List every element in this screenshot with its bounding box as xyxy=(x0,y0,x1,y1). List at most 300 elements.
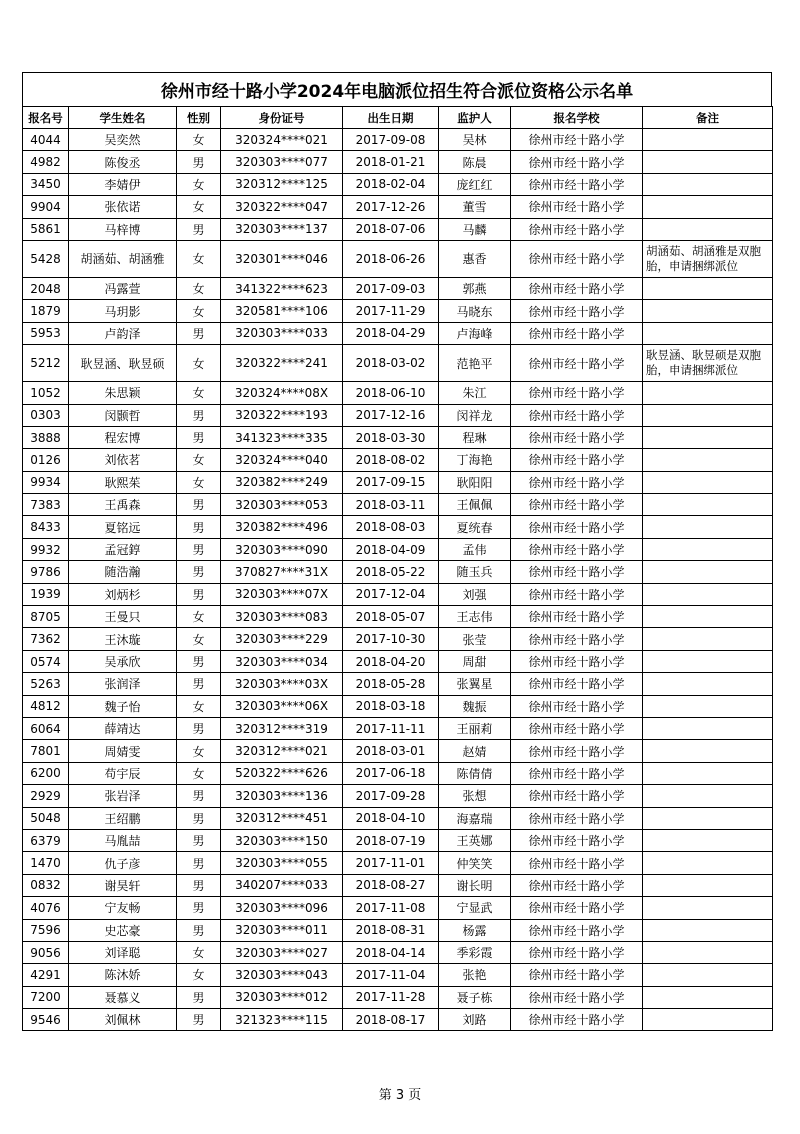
gender-cell: 女 xyxy=(177,964,221,986)
guardian-cell: 仲笑笑 xyxy=(439,852,511,874)
table-row xyxy=(23,650,773,672)
id-number-cell: 520322****626 xyxy=(221,762,343,784)
table-row xyxy=(23,538,773,560)
gender-cell: 男 xyxy=(177,717,221,739)
guardian-cell: 刘强 xyxy=(439,583,511,605)
guardian-cell: 宁显武 xyxy=(439,897,511,919)
school-cell: 徐州市经十路小学 xyxy=(511,173,643,195)
table-row xyxy=(23,762,773,784)
student-name-cell: 魏子怡 xyxy=(69,695,177,717)
header-cell: 性别 xyxy=(177,107,221,129)
school-cell: 徐州市经十路小学 xyxy=(511,919,643,941)
reg-no-cell: 3888 xyxy=(23,426,69,448)
remark-cell xyxy=(643,494,773,516)
remark-cell: 耿昱涵、耿昱硕是双胞胎，申请捆绑派位 xyxy=(643,345,773,382)
student-name-cell: 冯露萱 xyxy=(69,277,177,299)
guardian-cell: 王志伟 xyxy=(439,606,511,628)
guardian-cell: 董雪 xyxy=(439,196,511,218)
gender-cell: 男 xyxy=(177,218,221,240)
id-number-cell: 320303****055 xyxy=(221,852,343,874)
id-number-cell: 320303****043 xyxy=(221,964,343,986)
table-row xyxy=(23,277,773,299)
guardian-cell: 朱江 xyxy=(439,382,511,404)
reg-no-cell: 1052 xyxy=(23,382,69,404)
table-row xyxy=(23,404,773,426)
header-row xyxy=(23,107,773,129)
id-number-cell: 320303****07X xyxy=(221,583,343,605)
guardian-cell: 王佩佩 xyxy=(439,494,511,516)
guardian-cell: 张莹 xyxy=(439,628,511,650)
school-cell: 徐州市经十路小学 xyxy=(511,807,643,829)
table-row xyxy=(23,919,773,941)
school-cell: 徐州市经十路小学 xyxy=(511,538,643,560)
reg-no-cell: 9904 xyxy=(23,196,69,218)
reg-no-cell: 7801 xyxy=(23,740,69,762)
school-cell: 徐州市经十路小学 xyxy=(511,852,643,874)
reg-no-cell: 4076 xyxy=(23,897,69,919)
reg-no-cell: 7200 xyxy=(23,986,69,1008)
remark-cell xyxy=(643,829,773,851)
guardian-cell: 周甜 xyxy=(439,650,511,672)
school-cell: 徐州市经十路小学 xyxy=(511,277,643,299)
roster-sheet xyxy=(22,72,772,1031)
table-row xyxy=(23,218,773,240)
guardian-cell: 王丽莉 xyxy=(439,717,511,739)
guardian-cell: 魏振 xyxy=(439,695,511,717)
table-row xyxy=(23,941,773,963)
school-cell: 徐州市经十路小学 xyxy=(511,695,643,717)
header-cell: 身份证号 xyxy=(221,107,343,129)
reg-no-cell: 4812 xyxy=(23,695,69,717)
guardian-cell: 随玉兵 xyxy=(439,561,511,583)
school-cell: 徐州市经十路小学 xyxy=(511,561,643,583)
student-name-cell: 孟冠錞 xyxy=(69,538,177,560)
id-number-cell: 320303****03X xyxy=(221,673,343,695)
remark-cell xyxy=(643,173,773,195)
school-cell: 徐州市经十路小学 xyxy=(511,628,643,650)
school-cell: 徐州市经十路小学 xyxy=(511,516,643,538)
reg-no-cell: 8705 xyxy=(23,606,69,628)
student-name-cell: 马玥影 xyxy=(69,300,177,322)
remark-cell xyxy=(643,322,773,344)
school-cell: 徐州市经十路小学 xyxy=(511,129,643,151)
remark-cell xyxy=(643,874,773,896)
table-row xyxy=(23,1009,773,1031)
birth-date-cell: 2018-07-06 xyxy=(343,218,439,240)
guardian-cell: 孟伟 xyxy=(439,538,511,560)
student-name-cell: 王绍鹏 xyxy=(69,807,177,829)
student-name-cell: 李婧伊 xyxy=(69,173,177,195)
guardian-cell: 赵婧 xyxy=(439,740,511,762)
reg-no-cell: 7383 xyxy=(23,494,69,516)
birth-date-cell: 2017-12-04 xyxy=(343,583,439,605)
table-row xyxy=(23,628,773,650)
id-number-cell: 320312****451 xyxy=(221,807,343,829)
table-row xyxy=(23,673,773,695)
remark-cell xyxy=(643,717,773,739)
student-name-cell: 张依诺 xyxy=(69,196,177,218)
remark-cell xyxy=(643,196,773,218)
table-row xyxy=(23,196,773,218)
reg-no-cell: 2048 xyxy=(23,277,69,299)
remark-cell xyxy=(643,673,773,695)
student-name-cell: 张岩泽 xyxy=(69,785,177,807)
table-row xyxy=(23,829,773,851)
gender-cell: 男 xyxy=(177,494,221,516)
birth-date-cell: 2017-11-01 xyxy=(343,852,439,874)
id-number-cell: 341322****623 xyxy=(221,277,343,299)
birth-date-cell: 2018-03-18 xyxy=(343,695,439,717)
birth-date-cell: 2017-09-08 xyxy=(343,129,439,151)
birth-date-cell: 2017-09-15 xyxy=(343,471,439,493)
gender-cell: 男 xyxy=(177,807,221,829)
birth-date-cell: 2018-04-10 xyxy=(343,807,439,829)
gender-cell: 女 xyxy=(177,345,221,382)
student-name-cell: 张润泽 xyxy=(69,673,177,695)
remark-cell xyxy=(643,852,773,874)
student-name-cell: 胡涵茹、胡涵雅 xyxy=(69,240,177,277)
table-row xyxy=(23,151,773,173)
school-cell: 徐州市经十路小学 xyxy=(511,322,643,344)
remark-cell xyxy=(643,277,773,299)
school-cell: 徐州市经十路小学 xyxy=(511,196,643,218)
gender-cell: 男 xyxy=(177,426,221,448)
reg-no-cell: 5428 xyxy=(23,240,69,277)
reg-no-cell: 0126 xyxy=(23,449,69,471)
remark-cell xyxy=(643,300,773,322)
guardian-cell: 张想 xyxy=(439,785,511,807)
id-number-cell: 320312****021 xyxy=(221,740,343,762)
school-cell: 徐州市经十路小学 xyxy=(511,583,643,605)
birth-date-cell: 2017-11-08 xyxy=(343,897,439,919)
reg-no-cell: 9546 xyxy=(23,1009,69,1031)
gender-cell: 男 xyxy=(177,151,221,173)
student-name-cell: 闵颢哲 xyxy=(69,404,177,426)
reg-no-cell: 9786 xyxy=(23,561,69,583)
guardian-cell: 张翼星 xyxy=(439,673,511,695)
guardian-cell: 陈倩倩 xyxy=(439,762,511,784)
id-number-cell: 320324****021 xyxy=(221,129,343,151)
table-row xyxy=(23,322,773,344)
student-name-cell: 王曼只 xyxy=(69,606,177,628)
table-row xyxy=(23,561,773,583)
school-cell: 徐州市经十路小学 xyxy=(511,606,643,628)
id-number-cell: 320303****136 xyxy=(221,785,343,807)
school-cell: 徐州市经十路小学 xyxy=(511,874,643,896)
gender-cell: 男 xyxy=(177,1009,221,1031)
reg-no-cell: 0574 xyxy=(23,650,69,672)
guardian-cell: 杨露 xyxy=(439,919,511,941)
remark-cell xyxy=(643,650,773,672)
reg-no-cell: 9056 xyxy=(23,941,69,963)
id-number-cell: 320312****319 xyxy=(221,717,343,739)
birth-date-cell: 2017-10-30 xyxy=(343,628,439,650)
birth-date-cell: 2018-03-01 xyxy=(343,740,439,762)
school-cell: 徐州市经十路小学 xyxy=(511,829,643,851)
table-row xyxy=(23,695,773,717)
header-cell: 报名学校 xyxy=(511,107,643,129)
guardian-cell: 吴林 xyxy=(439,129,511,151)
gender-cell: 女 xyxy=(177,240,221,277)
student-name-cell: 王沐璇 xyxy=(69,628,177,650)
birth-date-cell: 2018-02-04 xyxy=(343,173,439,195)
birth-date-cell: 2018-05-28 xyxy=(343,673,439,695)
student-name-cell: 朱思颖 xyxy=(69,382,177,404)
id-number-cell: 320312****125 xyxy=(221,173,343,195)
header-cell: 出生日期 xyxy=(343,107,439,129)
guardian-cell: 刘路 xyxy=(439,1009,511,1031)
birth-date-cell: 2018-08-31 xyxy=(343,919,439,941)
birth-date-cell: 2018-08-17 xyxy=(343,1009,439,1031)
remark-cell xyxy=(643,404,773,426)
birth-date-cell: 2018-05-22 xyxy=(343,561,439,583)
student-name-cell: 耿熙茱 xyxy=(69,471,177,493)
remark-cell xyxy=(643,516,773,538)
school-cell: 徐州市经十路小学 xyxy=(511,471,643,493)
guardian-cell: 丁海艳 xyxy=(439,449,511,471)
birth-date-cell: 2017-11-11 xyxy=(343,717,439,739)
id-number-cell: 320382****496 xyxy=(221,516,343,538)
student-name-cell: 耿昱涵、耿昱硕 xyxy=(69,345,177,382)
reg-no-cell: 5212 xyxy=(23,345,69,382)
id-number-cell: 341323****335 xyxy=(221,426,343,448)
school-cell: 徐州市经十路小学 xyxy=(511,1009,643,1031)
student-name-cell: 周婧雯 xyxy=(69,740,177,762)
guardian-cell: 闵祥龙 xyxy=(439,404,511,426)
table-row xyxy=(23,740,773,762)
guardian-cell: 王英娜 xyxy=(439,829,511,851)
birth-date-cell: 2018-07-19 xyxy=(343,829,439,851)
birth-date-cell: 2018-06-26 xyxy=(343,240,439,277)
document-title: 徐州市经十路小学2024年电脑派位招生符合派位资格公示名单 xyxy=(22,72,772,106)
id-number-cell: 320303****011 xyxy=(221,919,343,941)
birth-date-cell: 2018-04-20 xyxy=(343,650,439,672)
student-name-cell: 刘译聪 xyxy=(69,941,177,963)
student-name-cell: 谢昊轩 xyxy=(69,874,177,896)
student-name-cell: 宁友畅 xyxy=(69,897,177,919)
remark-cell xyxy=(643,1009,773,1031)
guardian-cell: 马麟 xyxy=(439,218,511,240)
remark-cell: 胡涵茹、胡涵雅是双胞胎，申请捆绑派位 xyxy=(643,240,773,277)
guardian-cell: 庞红红 xyxy=(439,173,511,195)
reg-no-cell: 9932 xyxy=(23,538,69,560)
table-row xyxy=(23,897,773,919)
reg-no-cell: 5953 xyxy=(23,322,69,344)
reg-no-cell: 4291 xyxy=(23,964,69,986)
reg-no-cell: 1470 xyxy=(23,852,69,874)
gender-cell: 女 xyxy=(177,196,221,218)
remark-cell xyxy=(643,538,773,560)
school-cell: 徐州市经十路小学 xyxy=(511,494,643,516)
id-number-cell: 320303****229 xyxy=(221,628,343,650)
reg-no-cell: 6064 xyxy=(23,717,69,739)
remark-cell xyxy=(643,740,773,762)
birth-date-cell: 2018-01-21 xyxy=(343,151,439,173)
remark-cell xyxy=(643,606,773,628)
student-name-cell: 卢韵泽 xyxy=(69,322,177,344)
table-row xyxy=(23,494,773,516)
gender-cell: 男 xyxy=(177,516,221,538)
student-name-cell: 马胤喆 xyxy=(69,829,177,851)
guardian-cell: 马晓东 xyxy=(439,300,511,322)
remark-cell xyxy=(643,449,773,471)
school-cell: 徐州市经十路小学 xyxy=(511,240,643,277)
guardian-cell: 海嘉瑞 xyxy=(439,807,511,829)
birth-date-cell: 2018-04-09 xyxy=(343,538,439,560)
id-number-cell: 321323****115 xyxy=(221,1009,343,1031)
header-cell: 学生姓名 xyxy=(69,107,177,129)
table-row xyxy=(23,173,773,195)
birth-date-cell: 2018-03-11 xyxy=(343,494,439,516)
gender-cell: 男 xyxy=(177,829,221,851)
birth-date-cell: 2018-03-02 xyxy=(343,345,439,382)
remark-cell xyxy=(643,218,773,240)
reg-no-cell: 5861 xyxy=(23,218,69,240)
gender-cell: 女 xyxy=(177,129,221,151)
id-number-cell: 320581****106 xyxy=(221,300,343,322)
student-name-cell: 随浩瀚 xyxy=(69,561,177,583)
student-name-cell: 刘佩林 xyxy=(69,1009,177,1031)
id-number-cell: 320303****034 xyxy=(221,650,343,672)
table-row xyxy=(23,583,773,605)
guardian-cell: 惠香 xyxy=(439,240,511,277)
gender-cell: 男 xyxy=(177,404,221,426)
birth-date-cell: 2018-03-30 xyxy=(343,426,439,448)
id-number-cell: 320303****150 xyxy=(221,829,343,851)
id-number-cell: 320382****249 xyxy=(221,471,343,493)
birth-date-cell: 2017-12-26 xyxy=(343,196,439,218)
reg-no-cell: 7596 xyxy=(23,919,69,941)
gender-cell: 男 xyxy=(177,583,221,605)
header-cell: 备注 xyxy=(643,107,773,129)
gender-cell: 女 xyxy=(177,762,221,784)
guardian-cell: 范艳平 xyxy=(439,345,511,382)
student-name-cell: 刘依茗 xyxy=(69,449,177,471)
remark-cell xyxy=(643,919,773,941)
gender-cell: 男 xyxy=(177,852,221,874)
id-number-cell: 320303****053 xyxy=(221,494,343,516)
remark-cell xyxy=(643,129,773,151)
reg-no-cell: 9934 xyxy=(23,471,69,493)
table-row xyxy=(23,986,773,1008)
gender-cell: 男 xyxy=(177,785,221,807)
reg-no-cell: 4044 xyxy=(23,129,69,151)
gender-cell: 女 xyxy=(177,628,221,650)
birth-date-cell: 2018-06-10 xyxy=(343,382,439,404)
school-cell: 徐州市经十路小学 xyxy=(511,673,643,695)
guardian-cell: 谢长明 xyxy=(439,874,511,896)
school-cell: 徐州市经十路小学 xyxy=(511,426,643,448)
id-number-cell: 320324****08X xyxy=(221,382,343,404)
id-number-cell: 320303****06X xyxy=(221,695,343,717)
remark-cell xyxy=(643,561,773,583)
school-cell: 徐州市经十路小学 xyxy=(511,218,643,240)
reg-no-cell: 5048 xyxy=(23,807,69,829)
page-number: 第 3 页 xyxy=(378,1088,422,1103)
school-cell: 徐州市经十路小学 xyxy=(511,404,643,426)
gender-cell: 男 xyxy=(177,561,221,583)
remark-cell xyxy=(643,785,773,807)
roster-table xyxy=(22,106,773,1031)
student-name-cell: 史芯豪 xyxy=(69,919,177,941)
table-row xyxy=(23,449,773,471)
table-row xyxy=(23,382,773,404)
school-cell: 徐州市经十路小学 xyxy=(511,785,643,807)
table-row xyxy=(23,471,773,493)
table-row xyxy=(23,300,773,322)
id-number-cell: 320303****027 xyxy=(221,941,343,963)
birth-date-cell: 2018-05-07 xyxy=(343,606,439,628)
table-row xyxy=(23,426,773,448)
id-number-cell: 320324****040 xyxy=(221,449,343,471)
guardian-cell: 季彩霞 xyxy=(439,941,511,963)
student-name-cell: 吴承欣 xyxy=(69,650,177,672)
student-name-cell: 仇子彦 xyxy=(69,852,177,874)
school-cell: 徐州市经十路小学 xyxy=(511,300,643,322)
table-row xyxy=(23,606,773,628)
gender-cell: 男 xyxy=(177,322,221,344)
school-cell: 徐州市经十路小学 xyxy=(511,762,643,784)
gender-cell: 男 xyxy=(177,673,221,695)
student-name-cell: 聂慕义 xyxy=(69,986,177,1008)
reg-no-cell: 1939 xyxy=(23,583,69,605)
id-number-cell: 320303****033 xyxy=(221,322,343,344)
student-name-cell: 刘炳杉 xyxy=(69,583,177,605)
birth-date-cell: 2017-09-03 xyxy=(343,277,439,299)
birth-date-cell: 2017-11-28 xyxy=(343,986,439,1008)
remark-cell xyxy=(643,151,773,173)
remark-cell xyxy=(643,426,773,448)
reg-no-cell: 0832 xyxy=(23,874,69,896)
birth-date-cell: 2018-08-02 xyxy=(343,449,439,471)
reg-no-cell: 0303 xyxy=(23,404,69,426)
student-name-cell: 程宏博 xyxy=(69,426,177,448)
school-cell: 徐州市经十路小学 xyxy=(511,941,643,963)
guardian-cell: 郭燕 xyxy=(439,277,511,299)
student-name-cell: 薛靖达 xyxy=(69,717,177,739)
gender-cell: 男 xyxy=(177,919,221,941)
school-cell: 徐州市经十路小学 xyxy=(511,345,643,382)
gender-cell: 女 xyxy=(177,695,221,717)
gender-cell: 女 xyxy=(177,300,221,322)
reg-no-cell: 4982 xyxy=(23,151,69,173)
remark-cell xyxy=(643,583,773,605)
student-name-cell: 陈俊丞 xyxy=(69,151,177,173)
reg-no-cell: 7362 xyxy=(23,628,69,650)
reg-no-cell: 8433 xyxy=(23,516,69,538)
table-row xyxy=(23,240,773,277)
remark-cell xyxy=(643,382,773,404)
id-number-cell: 320303****012 xyxy=(221,986,343,1008)
remark-cell xyxy=(643,941,773,963)
header-cell: 报名号 xyxy=(23,107,69,129)
gender-cell: 男 xyxy=(177,538,221,560)
guardian-cell: 程琳 xyxy=(439,426,511,448)
remark-cell xyxy=(643,695,773,717)
id-number-cell: 340207****033 xyxy=(221,874,343,896)
id-number-cell: 320322****241 xyxy=(221,345,343,382)
school-cell: 徐州市经十路小学 xyxy=(511,382,643,404)
remark-cell xyxy=(643,628,773,650)
gender-cell: 男 xyxy=(177,650,221,672)
remark-cell xyxy=(643,897,773,919)
gender-cell: 女 xyxy=(177,382,221,404)
birth-date-cell: 2017-09-28 xyxy=(343,785,439,807)
student-name-cell: 夏铭远 xyxy=(69,516,177,538)
id-number-cell: 320303****077 xyxy=(221,151,343,173)
gender-cell: 女 xyxy=(177,173,221,195)
id-number-cell: 320322****047 xyxy=(221,196,343,218)
